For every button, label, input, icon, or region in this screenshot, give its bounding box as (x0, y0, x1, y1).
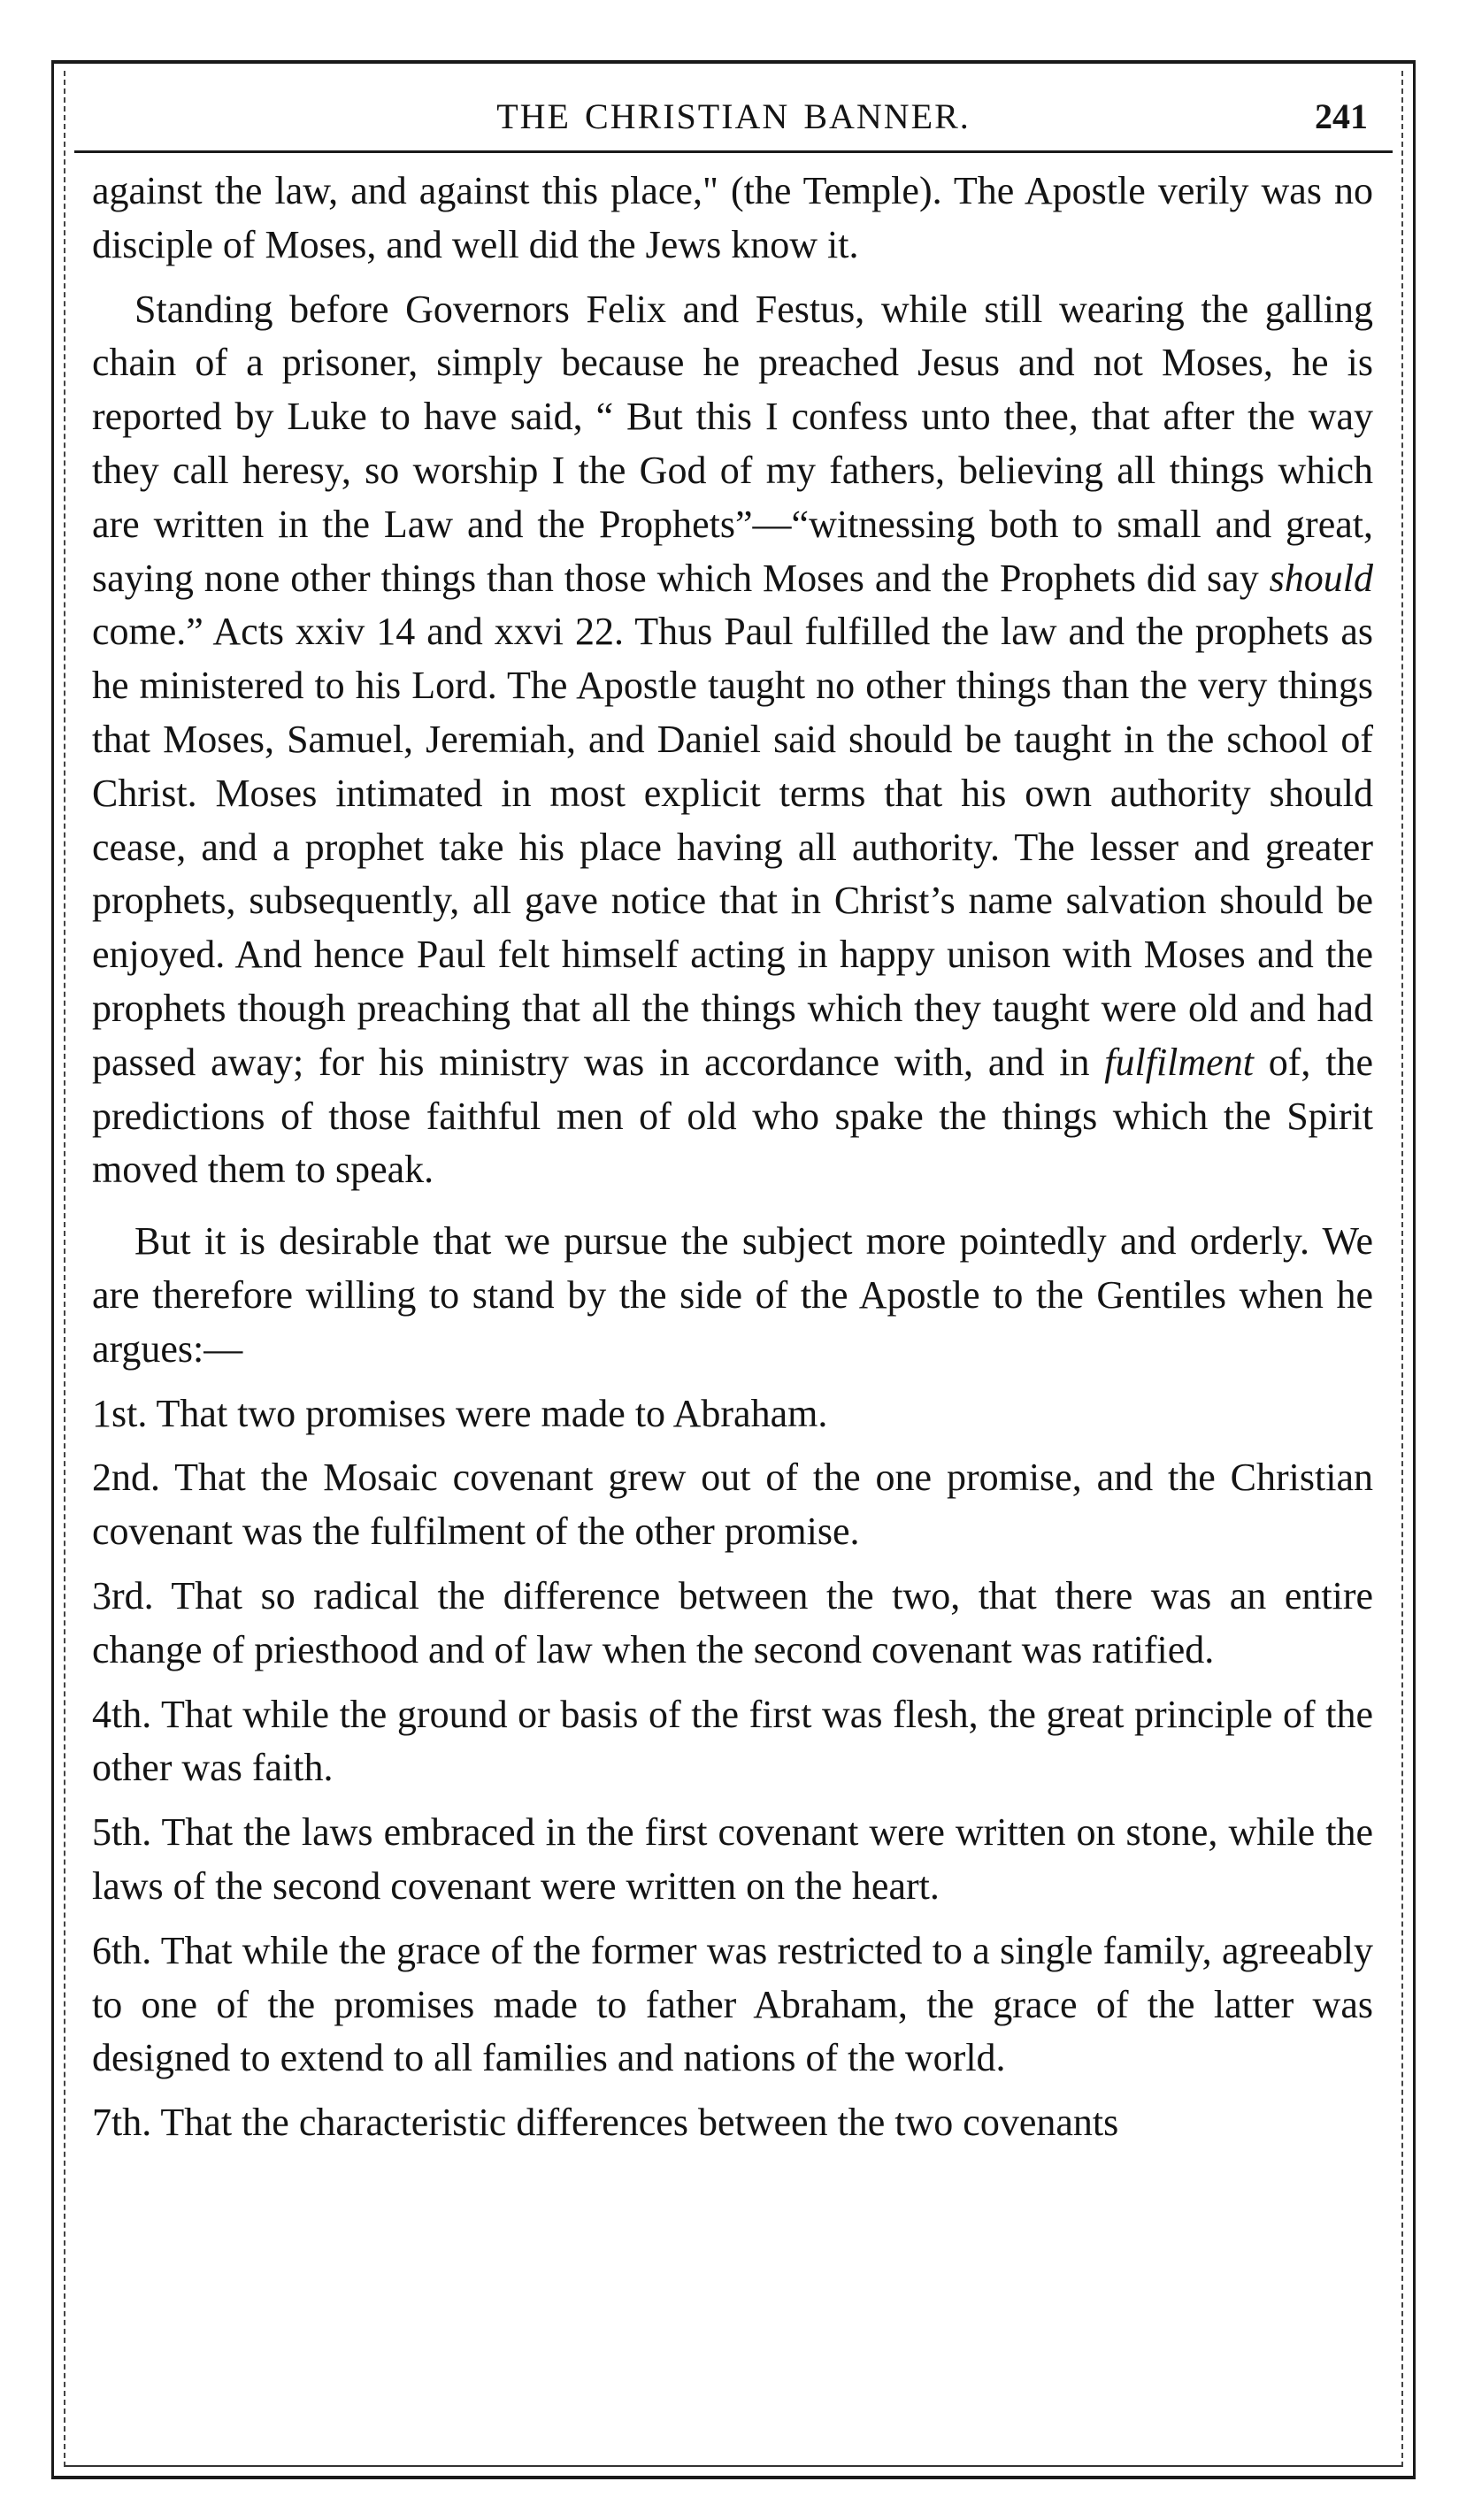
italic-word: should (1269, 556, 1373, 600)
numbered-point: 3rd. That so radical the difference between the two, that there was an entire change of priesthood and of law when the second covenant was ratified. (92, 1573, 1373, 1671)
paragraph-continuation: against the law, and against this place," (the Temple). The Apostle verily was no disciple of Moses, and well did the Jews know it. (92, 169, 1373, 266)
numbered-point: 6th. That while the grace of the former was restricted to a single family, agreeably to one of the promises made to father Abraham, the grace of the latter was designed to extend to all families and nations of the world. (92, 1928, 1373, 2080)
numbered-point: 2nd. That the Mosaic covenant grew out of the one promise, and the Christian covenant was the fulfilment of the other promise. (92, 1456, 1373, 1554)
running-header (74, 87, 1393, 153)
numbered-point: 5th. That the laws embraced in the first covenant were written on stone, while the laws of the second covenant were written on the heart. (92, 1810, 1373, 1908)
page-body (92, 165, 1373, 2150)
paragraph-text: of, the predictions of those faithful men of old who spake the things which the Spirit moved them to speak. (92, 1040, 1374, 1192)
paragraph-argument-intro: But it is desirable that we pursue the subject more pointedly and orderly. We are therefore willing to stand by the side of the Apostle to the Gentiles when he argues:— (92, 1219, 1373, 1371)
italic-word: fulfilment (1104, 1040, 1254, 1084)
numbered-point: 4th. That while the ground or basis of the first was flesh, the great principle of the other was faith. (92, 1692, 1373, 1790)
paragraph-text: Standing before Governors Felix and Festus, while still wearing the galling chain of a prisoner, simply because he preached Jesus and not Moses, he is reported by Luke to have said, “ But this I confess unto thee, that after the way they call heresy, so worship I the God of my fathers, believing all things which are written in the Law and the Prophets”—“witnessing both to small and great, saying none other things than those which Moses and the Prophets did say (92, 287, 1373, 600)
running-title: THE CHRISTIAN BANNER. (496, 96, 971, 136)
paragraph-felix-festus (92, 283, 1373, 1198)
page-number: 241 (1315, 96, 1368, 136)
numbered-point: 1st. That two promises were made to Abraham. (92, 1391, 828, 1435)
numbered-point: 7th. That the characteristic differences between the two covenants (92, 2101, 1119, 2145)
paragraph-text: come.” Acts xxiv 14 and xxvi 22. Thus Paul fulfilled the law and the prophets as he ministered to his Lord. The Apostle taught no other things than the very things that Moses, Samuel, Jeremiah, and Daniel said should be taught in the school of Christ. Moses intimated in most explicit terms that his own authority should cease, and a prophet take his place having all authority. The lesser and greater prophets, subsequently, all gave notice that in Christ’s name salvation should be enjoyed. And hence Paul felt himself acting in happy unison with Moses and the prophets though preaching that all the things which they taught were old and had passed away; for his ministry was in accordance with, and in (92, 610, 1373, 1084)
